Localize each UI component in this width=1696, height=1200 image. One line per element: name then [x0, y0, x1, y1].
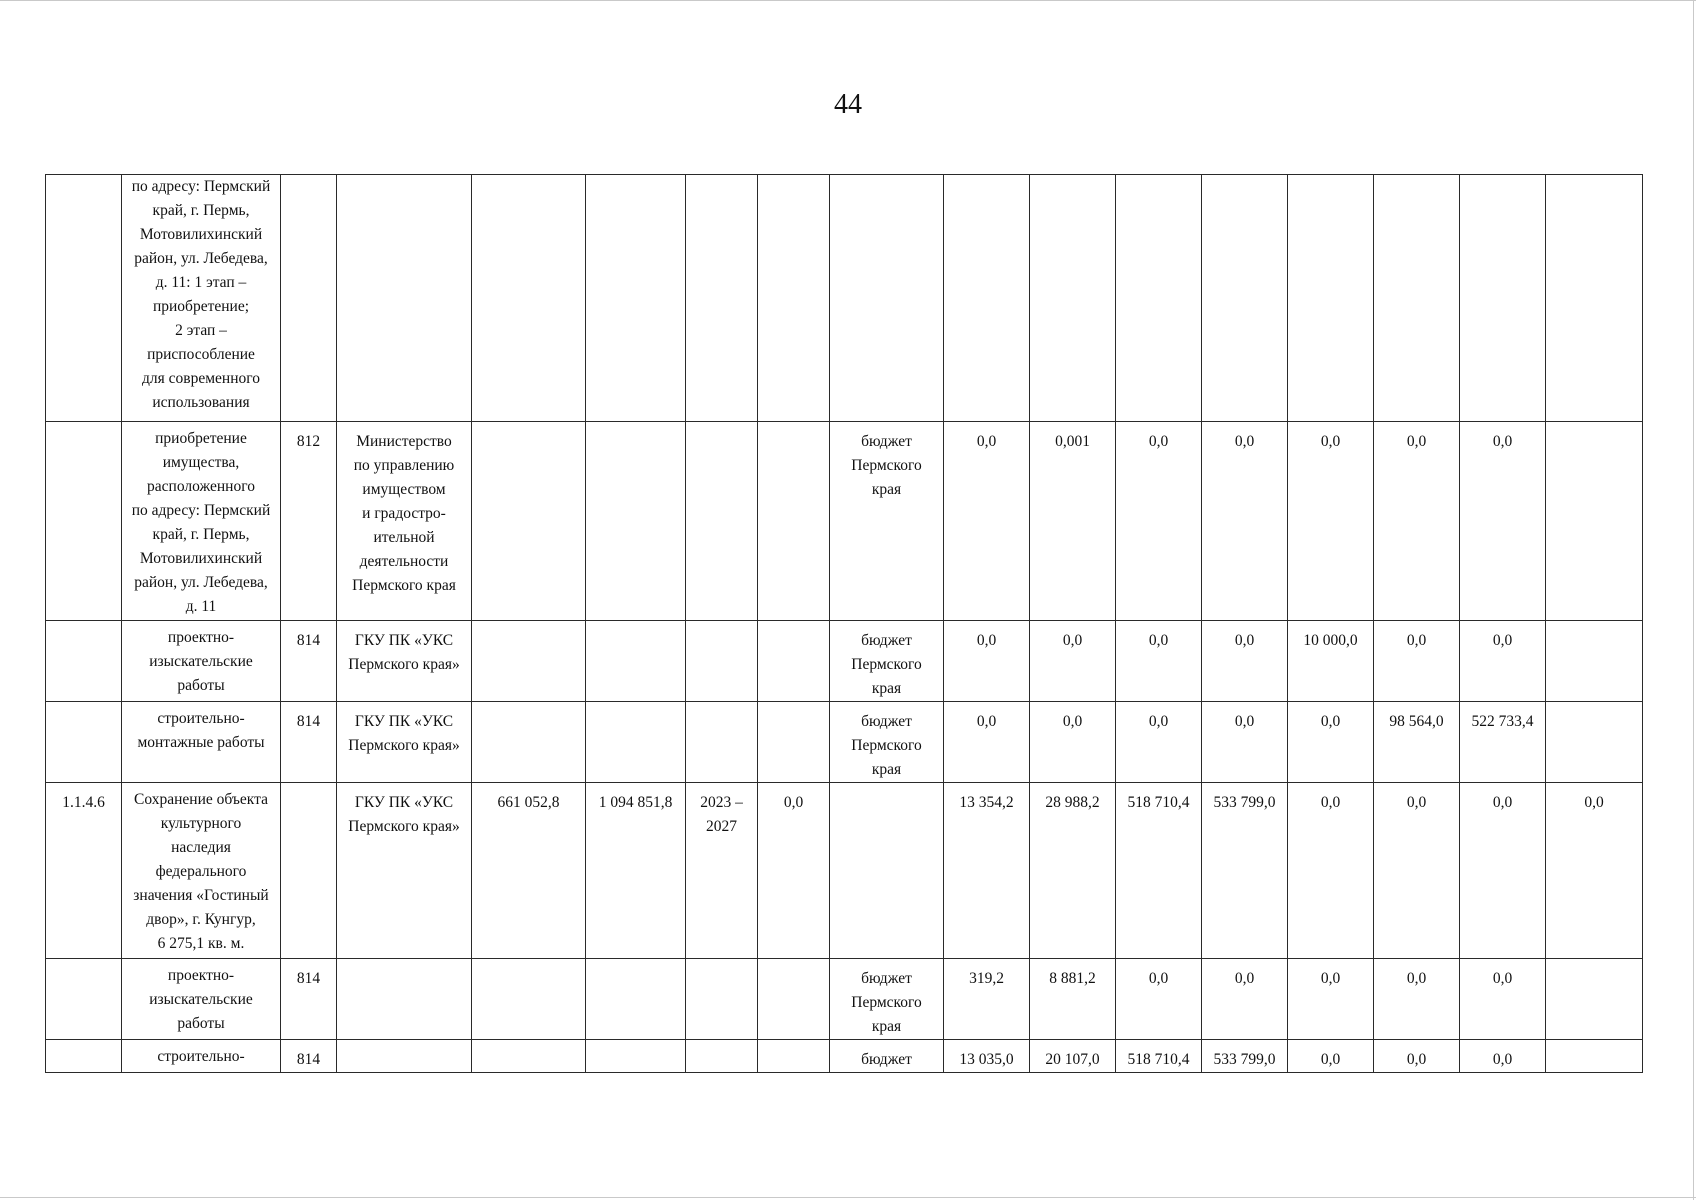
description-cell: строительно- — [122, 1040, 281, 1073]
description-cell: проектно- изыскательские работы — [122, 959, 281, 1040]
cost-cell — [472, 959, 586, 1040]
value-cell: 319,2 — [944, 959, 1030, 1040]
grbs-cell: 812 — [281, 422, 337, 621]
value-cell — [1288, 175, 1374, 422]
source-cell: бюджет Пермского края — [830, 621, 944, 702]
value-cell — [1546, 959, 1643, 1040]
value-cell: 0,0 — [1202, 702, 1288, 783]
value-cell: 0,0 — [1116, 422, 1202, 621]
value-cell: 13 035,0 — [944, 1040, 1030, 1073]
value-cell: 20 107,0 — [1030, 1040, 1116, 1073]
value-cell: 0,0 — [1374, 1040, 1460, 1073]
value-cell — [944, 175, 1030, 422]
executor-cell: ГКУ ПК «УКС Пермского края» — [337, 783, 472, 959]
value-cell: 518 710,4 — [1116, 783, 1202, 959]
value-cell: 0,0 — [1460, 621, 1546, 702]
scan-border-right — [1693, 0, 1694, 1200]
code-cell — [46, 1040, 122, 1073]
executor-cell — [337, 175, 472, 422]
cost-cell — [586, 702, 686, 783]
value-cell: 10 000,0 — [1288, 621, 1374, 702]
cost-cell: 661 052,8 — [472, 783, 586, 959]
executor-cell: ГКУ ПК «УКС Пермского края» — [337, 702, 472, 783]
grbs-cell — [281, 783, 337, 959]
cost-cell — [586, 959, 686, 1040]
code-cell: 1.1.4.6 — [46, 783, 122, 959]
period-cell: 2023 – 2027 — [686, 783, 758, 959]
table-row — [46, 702, 1643, 783]
value-cell: 522 733,4 — [1460, 702, 1546, 783]
value-cell: 0,0 — [944, 702, 1030, 783]
value-cell: 0,0 — [1546, 783, 1643, 959]
value-cell: 0,0 — [1030, 621, 1116, 702]
value-cell: 0,0 — [1374, 959, 1460, 1040]
code-cell — [46, 621, 122, 702]
value-cell: 0,001 — [1030, 422, 1116, 621]
value-cell: 0,0 — [1288, 783, 1374, 959]
description-cell: проектно- изыскательские работы — [122, 621, 281, 702]
table-row — [46, 621, 1643, 702]
period-cell — [686, 621, 758, 702]
value-cell — [758, 959, 830, 1040]
value-cell: 0,0 — [1030, 702, 1116, 783]
value-cell: 0,0 — [1202, 422, 1288, 621]
cost-cell — [472, 175, 586, 422]
table-row — [46, 1040, 1643, 1073]
value-cell: 8 881,2 — [1030, 959, 1116, 1040]
value-cell: 0,0 — [1460, 1040, 1546, 1073]
value-cell: 518 710,4 — [1116, 1040, 1202, 1073]
cost-cell — [586, 422, 686, 621]
description-cell: Сохранение объекта культурного наследия федерального значения «Гостиный двор», г. Кунгур, 6 275,1 кв. м. — [122, 783, 281, 959]
value-cell — [1546, 175, 1643, 422]
value-cell: 13 354,2 — [944, 783, 1030, 959]
value-cell: 28 988,2 — [1030, 783, 1116, 959]
period-cell — [686, 422, 758, 621]
description-cell: по адресу: Пермский край, г. Пермь, Мотовилихинский район, ул. Лебедева, д. 11: 1 этап – приобретение; 2 этап – приспособление для современного использования — [122, 175, 281, 422]
value-cell: 0,0 — [1374, 783, 1460, 959]
description-cell: приобретение имущества, расположенного по адресу: Пермский край, г. Пермь, Мотовилихинский район, ул. Лебедева, д. 11 — [122, 422, 281, 621]
value-cell: 98 564,0 — [1374, 702, 1460, 783]
value-cell: 0,0 — [1288, 1040, 1374, 1073]
value-cell: 0,0 — [1460, 422, 1546, 621]
value-cell — [1460, 175, 1546, 422]
source-cell: бюджет Пермского края — [830, 702, 944, 783]
value-cell: 0,0 — [944, 621, 1030, 702]
executor-cell — [337, 959, 472, 1040]
value-cell — [1116, 175, 1202, 422]
table-row — [46, 783, 1643, 959]
grbs-cell: 814 — [281, 702, 337, 783]
code-cell — [46, 959, 122, 1040]
value-cell: 0,0 — [1116, 959, 1202, 1040]
grbs-cell: 814 — [281, 959, 337, 1040]
value-cell: 533 799,0 — [1202, 783, 1288, 959]
value-cell — [1374, 175, 1460, 422]
value-cell: 0,0 — [1116, 702, 1202, 783]
value-cell — [1546, 422, 1643, 621]
value-cell — [1546, 702, 1643, 783]
value-cell: 0,0 — [1202, 959, 1288, 1040]
source-cell: бюджет — [830, 1040, 944, 1073]
value-cell: 0,0 — [1374, 621, 1460, 702]
source-cell: бюджет Пермского края — [830, 959, 944, 1040]
source-cell: бюджет Пермского края — [830, 422, 944, 621]
value-cell — [758, 621, 830, 702]
cost-cell — [472, 1040, 586, 1073]
period-cell — [686, 1040, 758, 1073]
cost-cell — [472, 621, 586, 702]
cost-cell — [472, 702, 586, 783]
cost-cell — [472, 422, 586, 621]
code-cell — [46, 702, 122, 783]
value-cell: 0,0 — [1460, 959, 1546, 1040]
period-cell — [686, 175, 758, 422]
period-cell — [686, 959, 758, 1040]
value-cell — [758, 422, 830, 621]
source-cell — [830, 783, 944, 959]
scan-border-top — [0, 0, 1696, 1]
page-number: 44 — [834, 89, 862, 120]
value-cell: 0,0 — [1288, 959, 1374, 1040]
executor-cell: ГКУ ПК «УКС Пермского края» — [337, 621, 472, 702]
cost-cell — [586, 621, 686, 702]
table-row — [46, 175, 1643, 422]
value-cell — [1546, 1040, 1643, 1073]
value-cell: 0,0 — [1116, 621, 1202, 702]
value-cell — [758, 175, 830, 422]
executor-cell — [337, 1040, 472, 1073]
value-cell: 0,0 — [1288, 422, 1374, 621]
description-cell: строительно- монтажные работы — [122, 702, 281, 783]
grbs-cell: 814 — [281, 1040, 337, 1073]
value-cell: 533 799,0 — [1202, 1040, 1288, 1073]
value-cell — [1030, 175, 1116, 422]
cost-cell: 1 094 851,8 — [586, 783, 686, 959]
value-cell: 0,0 — [758, 783, 830, 959]
code-cell — [46, 175, 122, 422]
value-cell — [1546, 621, 1643, 702]
scan-border-bottom — [0, 1197, 1696, 1198]
value-cell: 0,0 — [1288, 702, 1374, 783]
budget-table — [45, 174, 1643, 1073]
cost-cell — [586, 175, 686, 422]
value-cell — [1202, 175, 1288, 422]
grbs-cell: 814 — [281, 621, 337, 702]
source-cell — [830, 175, 944, 422]
table-row — [46, 422, 1643, 621]
value-cell: 0,0 — [944, 422, 1030, 621]
executor-cell: Министерство по управлению имуществом и градостро- ительной деятельности Пермского края — [337, 422, 472, 621]
period-cell — [686, 702, 758, 783]
value-cell — [758, 702, 830, 783]
value-cell — [758, 1040, 830, 1073]
code-cell — [46, 422, 122, 621]
cost-cell — [586, 1040, 686, 1073]
value-cell: 0,0 — [1460, 783, 1546, 959]
value-cell: 0,0 — [1374, 422, 1460, 621]
table-row — [46, 959, 1643, 1040]
grbs-cell — [281, 175, 337, 422]
value-cell: 0,0 — [1202, 621, 1288, 702]
